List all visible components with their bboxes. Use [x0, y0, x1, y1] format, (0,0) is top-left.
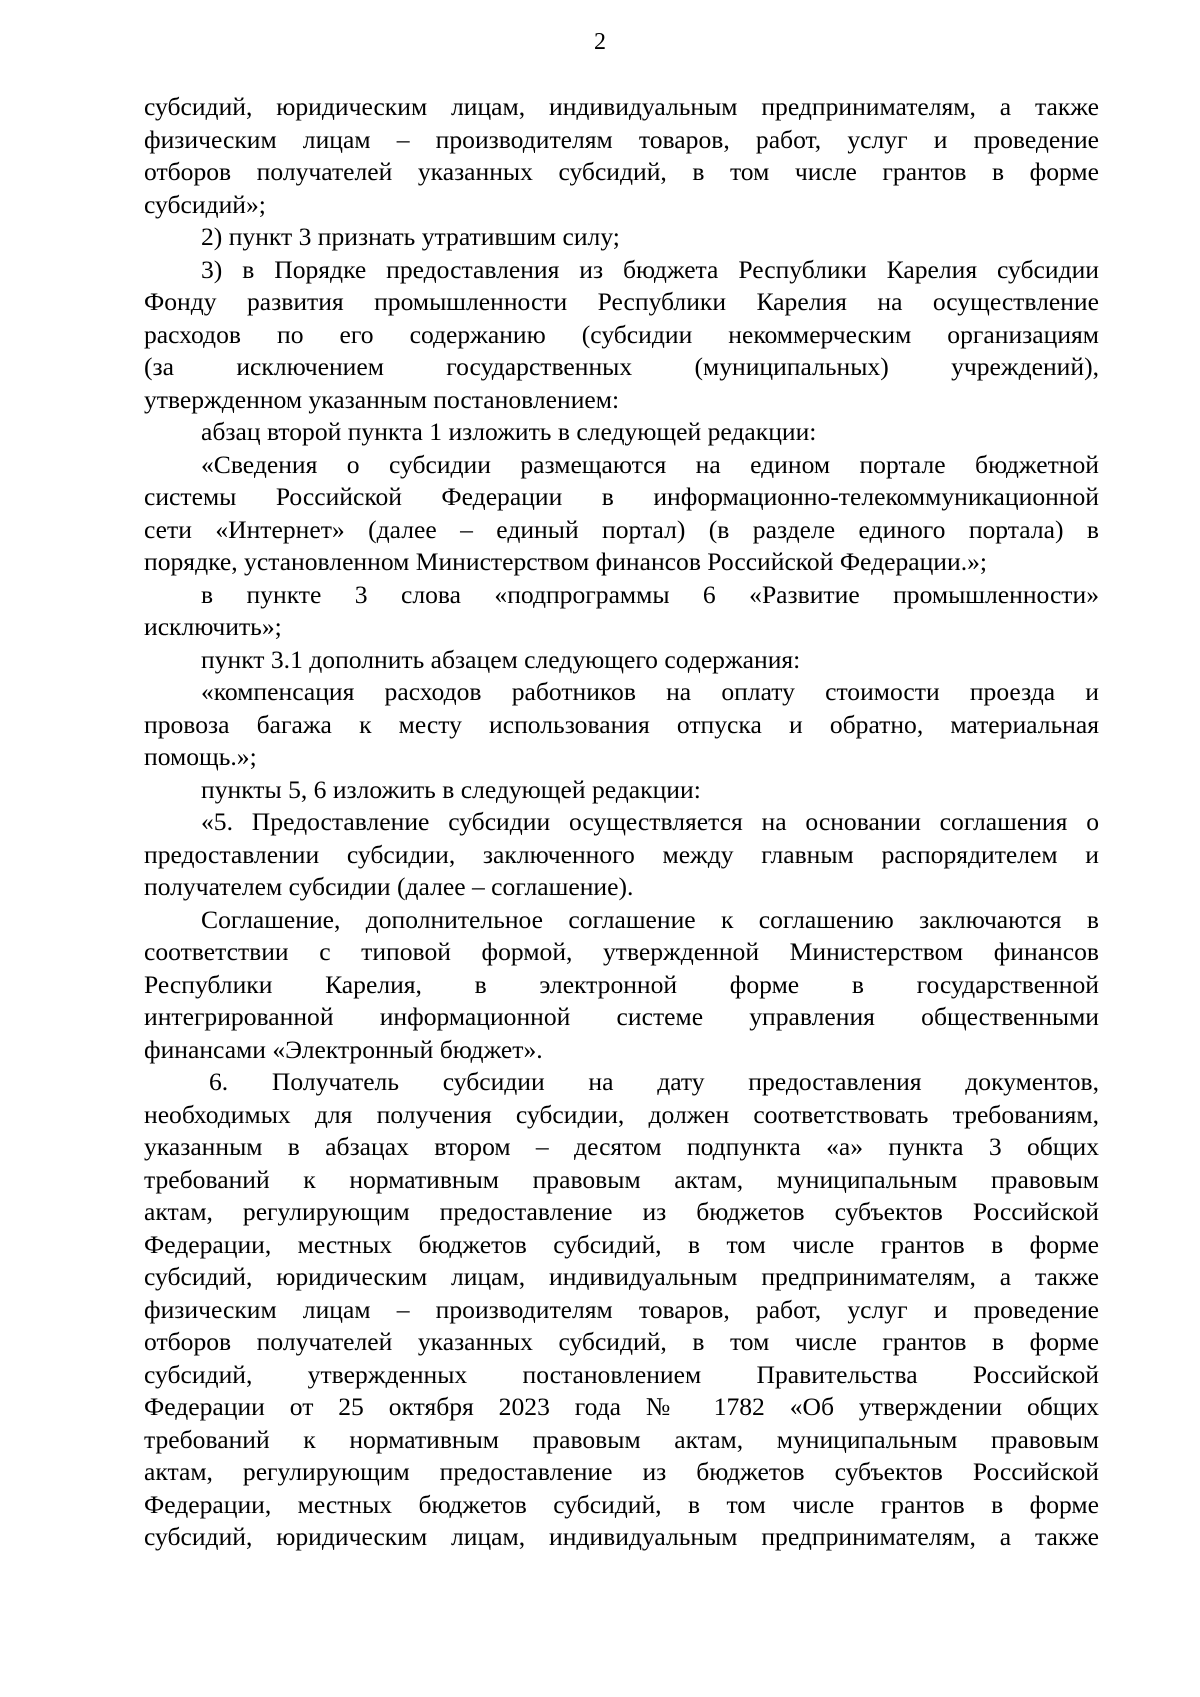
text-line: порядке, установленном Министерством финансов Российской Федерации.»;: [144, 547, 988, 576]
text-line: субсидий, юридическим лицам, индивидуальным предпринимателям, а также: [144, 1522, 1099, 1551]
page-number: 2: [594, 29, 606, 55]
text-line: субсидий, юридическим лицам, индивидуальным предпринимателям, а также: [144, 1262, 1099, 1291]
text-line: пункт 3.1 дополнить абзацем следующего содержания:: [201, 644, 801, 674]
document-body: [144, 91, 1099, 1554]
text-line: актам, регулирующим предоставление из бюджетов субъектов Российской: [144, 1197, 1099, 1226]
text-line: пункты 5, 6 изложить в следующей редакции:: [201, 774, 701, 804]
text-line: расходов по его содержанию (субсидии некоммерческим организациям: [144, 319, 1099, 349]
text-line: 6. Получатель субсидии на дату предоставления документов,: [209, 1067, 1099, 1096]
text-line: системы Российской Федерации в информационно-телекоммуникационной: [144, 482, 1099, 511]
text-line: Федерации, местных бюджетов субсидий, в том числе грантов в форме: [144, 1229, 1099, 1259]
text-line: провоза багажа к месту использования отпуска и обратно, материальная: [144, 709, 1099, 739]
text-line: «Сведения о субсидии размещаются на едином портале бюджетной: [201, 449, 1099, 479]
text-line: субсидий, утвержденных постановлением Правительства Российской: [144, 1359, 1099, 1389]
text-line: получателем субсидии (далее – соглашение).: [144, 872, 634, 901]
text-line: финансами «Электронный бюджет».: [144, 1034, 543, 1064]
text-line: Федерации от 25 октября 2023 года № 1782 «Об утверждении общих: [144, 1392, 1099, 1421]
text-line: Республики Карелия, в электронной форме в государственной: [144, 969, 1099, 999]
text-line: (за исключением государственных (муниципальных) учреждений),: [144, 352, 1099, 381]
text-line: отборов получателей указанных субсидий, в том числе грантов в форме: [144, 1327, 1099, 1356]
text-line: Федерации, местных бюджетов субсидий, в том числе грантов в форме: [144, 1489, 1099, 1519]
text-line: отборов получателей указанных субсидий, в том числе грантов в форме: [144, 157, 1099, 186]
text-line: Соглашение, дополнительное соглашение к соглашению заключаются в: [201, 904, 1099, 934]
text-line: субсидий»;: [144, 189, 266, 219]
text-line: интегрированной информационной системе управления общественными: [144, 1002, 1099, 1031]
text-line: сети «Интернет» (далее – единый портал) (в разделе единого портала) в: [144, 514, 1099, 544]
text-line: 2) пункт 3 признать утратившим силу;: [201, 222, 620, 251]
text-line: требований к нормативным правовым актам, муниципальным правовым: [144, 1164, 1099, 1194]
text-line: «компенсация расходов работников на оплату стоимости проезда и: [201, 677, 1099, 706]
text-line: «5. Предоставление субсидии осуществляется на основании соглашения о: [201, 807, 1099, 836]
text-line: Фонду развития промышленности Республики Карелия на осуществление: [144, 287, 1099, 316]
text-line: необходимых для получения субсидии, должен соответствовать требованиям,: [144, 1099, 1099, 1129]
text-line: физическим лицам – производителям товаров, работ, услуг и проведение: [144, 124, 1099, 154]
text-line: помощь.»;: [144, 742, 257, 771]
text-line: предоставлении субсидии, заключенного между главным распорядителем и: [144, 839, 1099, 869]
text-line: субсидий, юридическим лицам, индивидуальным предпринимателям, а также: [144, 92, 1099, 121]
text-line: актам, регулирующим предоставление из бюджетов субъектов Российской: [144, 1457, 1099, 1486]
text-line: 3) в Порядке предоставления из бюджета Республики Карелия субсидии: [201, 254, 1099, 284]
text-line: указанным в абзацах втором – десятом подпункта «а» пункта 3 общих: [144, 1132, 1099, 1161]
text-line: исключить»;: [144, 612, 282, 641]
text-line: физическим лицам – производителям товаров, работ, услуг и проведение: [144, 1294, 1099, 1324]
text-line: абзац второй пункта 1 изложить в следующей редакции:: [201, 417, 817, 446]
text-line: соответствии с типовой формой, утвержденной Министерством финансов: [144, 937, 1099, 966]
text-line: утвержденном указанным постановлением:: [144, 384, 620, 414]
text-line: в пункте 3 слова «подпрограммы 6 «Развитие промышленности»: [201, 579, 1099, 609]
text-line: требований к нормативным правовым актам, муниципальным правовым: [144, 1424, 1099, 1454]
